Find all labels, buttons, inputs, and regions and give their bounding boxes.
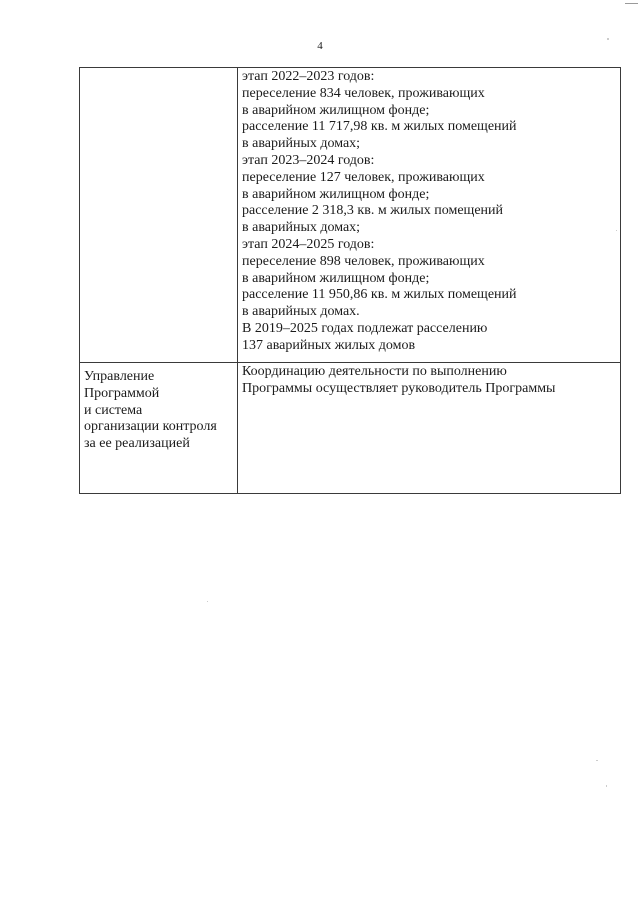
table-cell-resettlement-stages: [238, 68, 621, 363]
cell-text-line: расселение 11 950,86 кв. м жилых помещений: [242, 287, 517, 303]
table-row: [80, 68, 621, 363]
table-cell-empty: [80, 68, 238, 363]
cell-text-line: этап 2023–2024 годов:: [242, 152, 375, 168]
cell-text-line: этап 2024–2025 годов:: [242, 236, 375, 252]
table-row: [80, 363, 621, 494]
cell-text-line: Управление: [84, 369, 155, 384]
program-passport-table: [79, 67, 621, 494]
table-cell-program-management-text: [238, 363, 621, 494]
cell-text-line: этап 2022–2023 годов:: [242, 69, 375, 84]
scan-artifact: [625, 3, 638, 4]
cell-text-line: в аварийном жилищном фонде;: [242, 102, 430, 118]
cell-text-line: В 2019–2025 годах подлежат расселению: [242, 320, 488, 336]
cell-text-line: в аварийных домах;: [242, 220, 361, 236]
scan-artifact: [596, 760, 598, 761]
cell-text-line: расселение 11 717,98 кв. м жилых помещений: [242, 119, 517, 135]
cell-text-line: в аварийных домах;: [242, 136, 361, 152]
scan-artifact: [616, 230, 617, 231]
cell-text-line: Программы осуществляет руководитель Программы: [242, 380, 556, 396]
scan-artifact: [607, 38, 609, 40]
cell-text-line: переселение 834 человек, проживающих: [242, 85, 485, 101]
cell-text-line: Программой: [84, 385, 160, 401]
cell-text-line: Координацию деятельности по выполнению: [242, 364, 507, 379]
cell-text-line: в аварийных домах.: [242, 304, 360, 320]
cell-text-line: переселение 127 человек, проживающих: [242, 169, 485, 185]
cell-text-line: расселение 2 318,3 кв. м жилых помещений: [242, 203, 504, 219]
page-number: 4: [317, 40, 323, 52]
cell-text-line: и система: [84, 402, 143, 418]
scan-artifact: [606, 785, 607, 787]
table-cell-left-text: [80, 68, 237, 74]
cell-text-line: организации контроля: [84, 419, 217, 435]
cell-text-line: переселение 898 человек, проживающих: [242, 253, 485, 269]
cell-text-line: в аварийном жилищном фонде;: [242, 270, 430, 286]
cell-text-line: 137 аварийных жилых домов: [242, 337, 416, 353]
cell-text-line: в аварийном жилищном фонде;: [242, 186, 430, 202]
cell-text-line: за ее реализацией: [84, 436, 190, 452]
table-cell-program-management-label: [80, 363, 238, 494]
scan-artifact: [207, 601, 208, 602]
